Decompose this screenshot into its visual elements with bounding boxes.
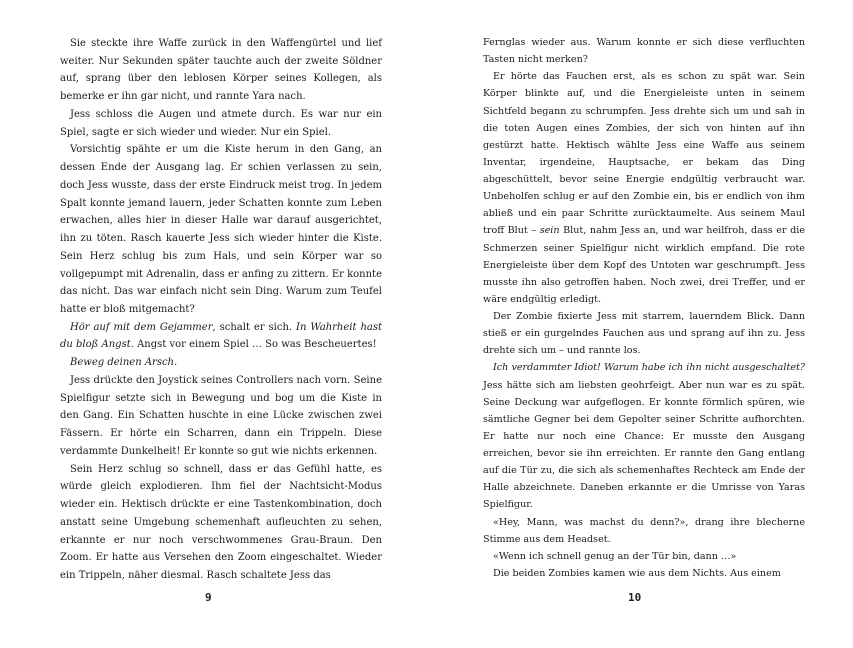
- text: Blut, nahm Jess an, und war heilfroh, dass er die Schmerzen seiner Spielfigur nicht wirklich empfand. Die rote Energieleiste über dem Kopf des Untoten war geschrumpft. Jess musste ihn also getroffen haben. Noch zwei, drei Treffer, und er wäre endgültig erledigt.: [483, 225, 805, 305]
- paragraph: [60, 354, 382, 372]
- paragraph: Die beiden Zombies kamen wie aus dem Nichts. Aus einem: [493, 567, 781, 579]
- paragraph: Jess schloss die Augen und atmete durch. Es war nur ein Spiel, sagte er sich wieder und wieder. Nur ein Spiel.: [60, 108, 382, 138]
- italic-text: Ich verdammter Idiot! Warum habe ich ihn nicht ausgeschaltet?: [493, 362, 805, 374]
- paragraph: [483, 359, 805, 513]
- paragraph: «Wenn ich schnell genug an der Tür bin, dann …»: [493, 550, 737, 562]
- paragraph: Fernglas wieder aus. Warum konnte er sich diese verfluchten Tasten nicht merken?: [483, 37, 805, 66]
- italic-text: sein: [539, 225, 560, 237]
- paragraph: Sein Herz schlug so schnell, dass er das Gefühl hatte, es würde gleich explodieren. Ihm fiel der Nachtsicht-Modus wieder ein. Hektisch drückte er eine Tastenkombination, doch anstatt seine Umgebung schemenhaft aufleuchten zu sehen, erkannte er nur noch verschwommenes Grau-Braun. Den Zoom. Er hatte aus Versehen den Zoom eingeschaltet. Wieder ein Trippeln, näher diesmal. Rasch schaltete Jess das: [60, 463, 382, 582]
- text: Er hörte das Fauchen erst, als es schon zu spät war. Sein Körper blinkte auf, und die Energieleiste unten in seinem Sichtfeld begann zu schrumpfen. Jess drehte sich um und sah in die toten Augen eines Zombies, der sich von hinten auf ihn gestürzt hatte. Hektisch wählte Jess eine Waffe aus seinem Inventar, irgendeine, Hauptsache, er bekam das Ding abgeschüttelt, bevor seine Energie endgültig verbraucht war. Unbeholfen schlug er auf den Zombie ein, bis er endlich von ihm abließ und ein paar Schritte zurücktaumelte. Aus seinem Maul troff Blut –: [483, 71, 805, 237]
- right-page: [483, 34, 805, 582]
- paragraph: [483, 68, 805, 308]
- paragraph: Vorsichtig spähte er um die Kiste herum in den Gang, an dessen Ende der Ausgang lag. Er schien verlassen zu sein, doch Jess wusste, dass der erste Eindruck meist trog. In jedem Spalt konnte jemand lauern, jeder Schatten konnte zum Leben erwachen, alles hier in dieser Halle war darauf ausgerichtet, ihn zu töten. Rasch kauerte Jess sich wieder hinter die Kiste. Sein Herz schlug bis zum Hals, und sein Körper war so vollgepumpt mit Adrenalin, dass er anfing zu zittern. Er konnte das nicht. Das war einfach nicht sein Ding. Warum zum Teufel hatte er bloß mitgemacht?: [60, 144, 382, 316]
- italic-text: Beweg deinen Arsch.: [70, 357, 178, 369]
- paragraph: Jess drückte den Joystick seines Controllers nach vorn. Seine Spielfigur setzte sich in Bewegung und bog um die Kiste in den Gang. Ein Schatten huschte in eine Lücke zwischen zwei Fässern. Er hörte ein Scharren, dann ein Trippeln. Diese verdammte Dunkelheit! Er konnte so gut wie nichts erkennen.: [60, 374, 382, 457]
- italic-text: In Wahrheit hast du bloß Angst.: [60, 321, 382, 351]
- italic-text: Hör auf mit dem Gejammer: [70, 321, 213, 333]
- paragraph: Der Zombie fixierte Jess mit starrem, lauerndem Blick. Dann stieß er ein gurgelndes Fauchen aus und sprang auf ihn zu. Jess drehte sich um – und rannte los.: [483, 311, 805, 357]
- text: Jess hätte sich am liebsten geohrfeigt. Aber nun war es zu spät. Seine Deckung war aufgeflogen. Er konnte förmlich spüren, wie sämtliche Gegner bei dem Gepolter seiner Schritte aufhorchten. Er hatte nur noch eine Chance: Er musste den Ausgang erreichen, bevor sie ihn erreichten. Er rannte den Gang entlang auf die Tür zu, die sich als schemenhaftes Rechteck am Ende der Halle abzeichnete. Daneben erkannte er die Umrisse von Yaras Spielfigur.: [483, 379, 805, 511]
- paragraph: Sie steckte ihre Waffe zurück in den Waffengürtel und lief weiter. Nur Sekunden später tauchte auch der zweite Söldner auf, sprang über den leblosen Körper seines Kollegen, als bemerke er ihn gar nicht, und rannte Yara nach.: [60, 38, 382, 103]
- page-number: 10: [628, 591, 642, 604]
- paragraph: «Hey, Mann, was machst du denn?», drang ihre blecherne Stimme aus dem Headset.: [483, 516, 805, 545]
- page-number: 9: [205, 591, 212, 604]
- left-page: [60, 35, 382, 585]
- paragraph: [60, 319, 382, 354]
- text: , schalt er sich.: [212, 321, 297, 333]
- text: Angst vor einem Spiel … So was Bescheuertes!: [133, 339, 377, 351]
